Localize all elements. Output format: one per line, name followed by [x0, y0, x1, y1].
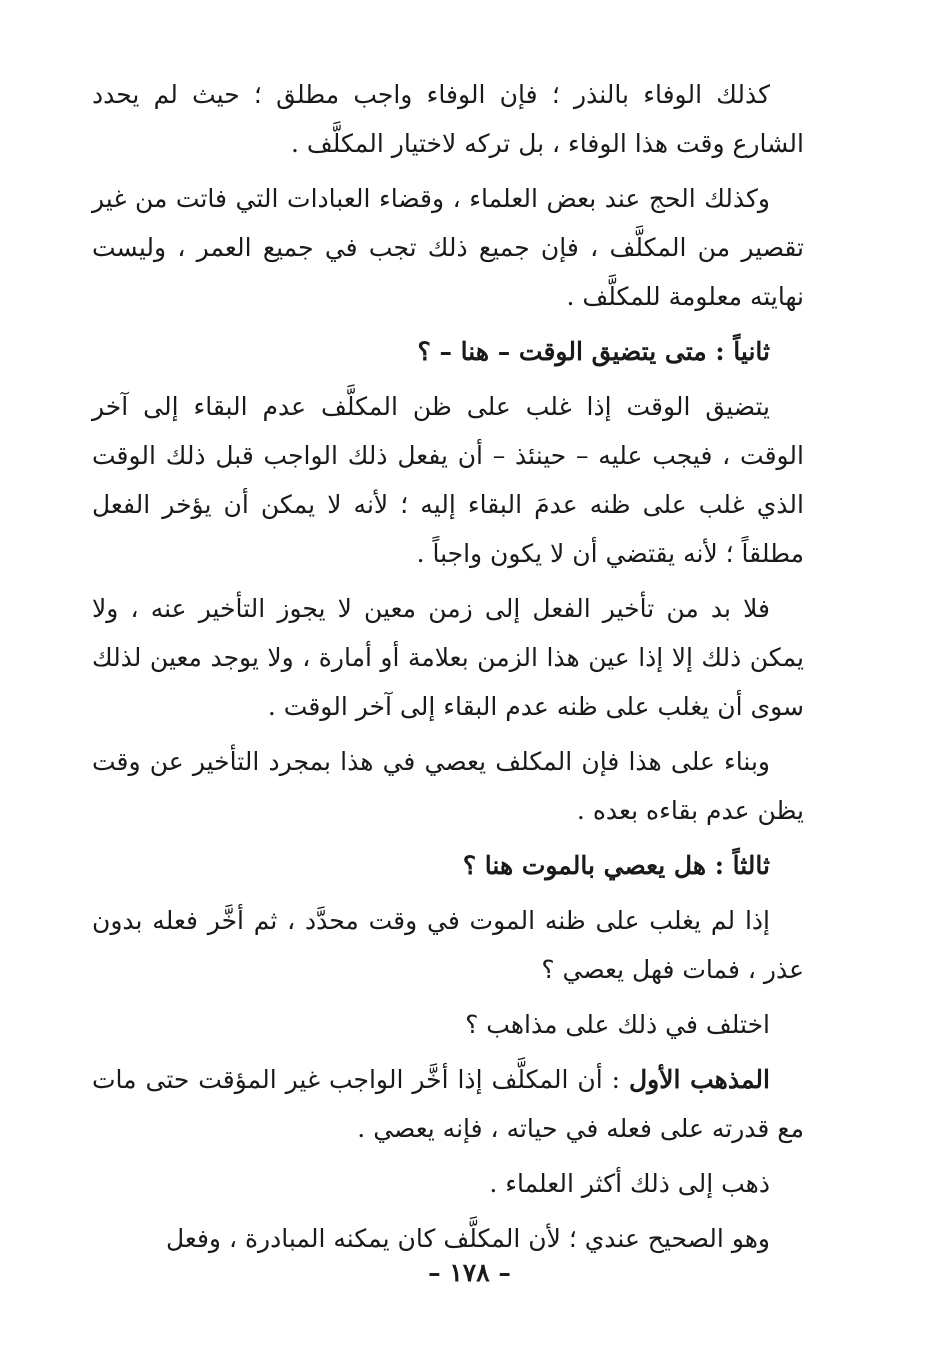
paragraph-narrowing: يتضيق الوقت إذا غلب على ظن المكلَّف عدم البقاء إلى آخر الوقت ، فيجب عليه – حينئذ – أن يفعل ذلك الواجب قبل ذلك الوقت الذي غلب على ظنه عدمَ البقاء إليه ؛ لأنه لا يمكن أن يؤخر الفعل مطلقاً ؛ لأنه يقتضي أن لا يكون واجباً . [92, 392, 804, 568]
paragraph-disagreement: اختلف في ذلك على مذاهب ؟ [465, 1010, 770, 1039]
paragraph-delay: فلا بد من تأخير الفعل إلى زمن معين لا يجوز التأخير عنه ، ولا يمكن ذلك إلا إذا عين هذا الزمن بعلامة أو أمارة ، ولا يوجد معين لذلك سوى أن يغلب على ظنه عدم البقاء إلى آخر الوقت . [92, 594, 804, 721]
paragraph-correct: وهو الصحيح عندي ؛ لأن المكلَّف كان يمكنه المبادرة ، وفعل [165, 1224, 770, 1253]
section-heading-third: ثالثاً : هل يعصي بالموت هنا ؟ [462, 851, 770, 880]
section-heading-second: ثانياً : متى يتضيق الوقت – هنا – ؟ [417, 337, 770, 366]
paragraph-death-question: إذا لم يغلب على ظنه الموت في وقت محدَّد ، ثم أخَّر فعله بدون عذر ، فمات فهل يعصي ؟ [92, 906, 804, 984]
first-opinion-text: : أن المكلَّف إذا أخَّر الواجب غير المؤقت حتى مات مع قدرته على فعله في حياته ، فإنه يعصي . [92, 1065, 804, 1143]
paragraph-majority: ذهب إلى ذلك أكثر العلماء . [489, 1169, 770, 1198]
paragraph-first-opinion [92, 1055, 804, 1153]
paragraph-vow: كذلك الوفاء بالنذر ؛ فإن الوفاء واجب مطلق ؛ حيث لم يحدد الشارع وقت هذا الوفاء ، بل تركه لاختيار المكلَّف . [92, 80, 804, 158]
page-number: – ١٧٨ – [428, 1258, 511, 1287]
paragraph-hajj: وكذلك الحج عند بعض العلماء ، وقضاء العبادات التي فاتت من غير تقصير من المكلَّف ، فإن جميع ذلك تجب في جميع العمر ، وليست نهايته معلومة للمكلَّف . [92, 184, 804, 311]
first-opinion-label: المذهب الأول [628, 1065, 770, 1094]
page-body [92, 70, 804, 1269]
paragraph-consequence: وبناء على هذا فإن المكلف يعصي في هذا بمجرد التأخير عن وقت يظن عدم بقاءه بعده . [92, 747, 804, 825]
